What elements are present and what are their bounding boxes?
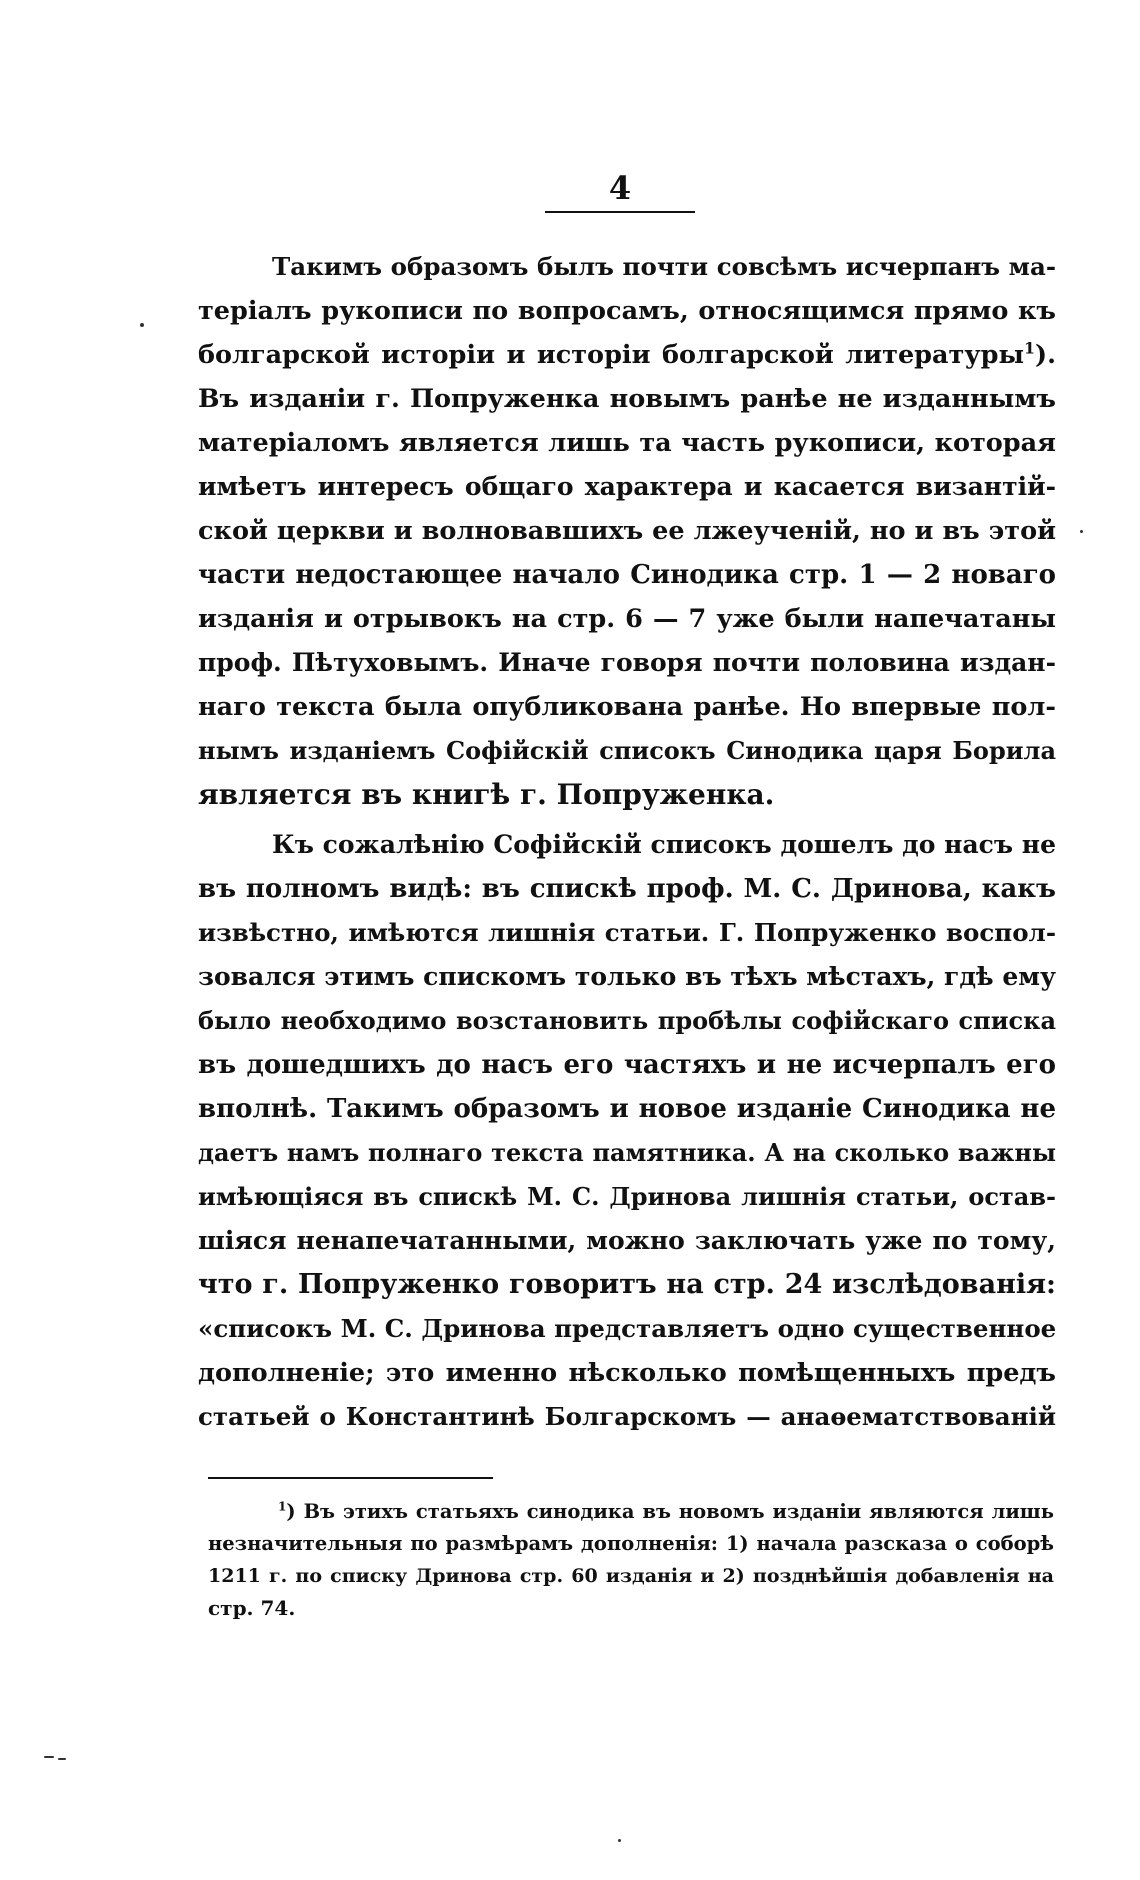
paragraph-2-line-1: Къ сожалѣнію Софійскій списокъ дошелъ до насъ не [272, 830, 1056, 859]
paragraph-2-line-6: въ дошедшихъ до насъ его частяхъ и не исчерпалъ его [198, 1050, 1056, 1080]
paragraph-1-line-12: нымъ изданіемъ Софійскій списокъ Синодика царя Борила [198, 736, 1056, 765]
paragraph-2-line-4: зовался этимъ спискомъ только въ тѣхъ мѣстахъ, гдѣ ему [198, 962, 1056, 991]
paragraph-2-line-5: было необходимо возстановить пробѣлы софійскаго списка [198, 1006, 1056, 1035]
scan-speck [58, 1758, 66, 1760]
page-number-rule [545, 211, 695, 213]
paragraph-2-line-10: шіяся ненапечатанными, можно заключать уже по тому, [198, 1226, 1056, 1255]
paragraph-2-line-12: «списокъ М. С. Дринова представляетъ одно существенное [198, 1314, 1057, 1343]
paragraph-1-line-6: имѣетъ интересъ общаго характера и касается византій- [198, 472, 1056, 501]
paragraph-2-line-9: имѣющіяся въ спискѣ М. С. Дринова лишнія статьи, остав- [198, 1182, 1056, 1211]
paragraph-1-line-4: Въ изданіи г. Попруженка новымъ ранѣе не изданнымъ [198, 384, 1056, 414]
paragraph-2-line-14: статьей о Константинѣ Болгарскомъ — анаѳематствованій [198, 1402, 1056, 1431]
paragraph-2-line-8: даетъ намъ полнаго текста памятника. А на сколько важны [198, 1138, 1056, 1167]
paragraph-1-line-9: изданія и отрывокъ на стр. 6 — 7 уже были напечатаны [198, 604, 1056, 634]
footnote-line-3: 1211 г. по списку Дринова стр. 60 изданія и 2) позднѣйшія добавленія на [208, 1565, 1054, 1587]
footnote-line-1-text: ) Въ этихъ статьяхъ синодика въ новомъ изданіи являются лишь [286, 1500, 1054, 1523]
paragraph-2-line-7: вполнѣ. Такимъ образомъ и новое изданіе Синодика не [198, 1094, 1056, 1124]
paragraph-2-line-2: въ полномъ видѣ: въ спискѣ проф. М. С. Дринова, какъ [198, 874, 1056, 904]
paragraph-1-line-8: части недостающее начало Синодика стр. 1 — 2 новаго [198, 560, 1056, 590]
paragraph-1-line-3-text: болгарской исторіи и исторіи болгарской литературы [198, 340, 1025, 370]
paragraph-1-line-5: матеріаломъ является лишь та часть рукописи, которая [198, 428, 1056, 458]
footnote-reference: 1 [1024, 338, 1036, 358]
footnote-marker: 1 [278, 1499, 287, 1514]
paragraph-1-line-1: Такимъ образомъ былъ почти совсѣмъ исчерпанъ ма- [272, 252, 1056, 281]
paragraph-1-line-2: теріалъ рукописи по вопросамъ, относящимся прямо къ [198, 296, 1056, 326]
paragraph-2-line-3: извѣстно, имѣются лишнія статьи. Г. Попруженко воспол- [198, 918, 1056, 947]
paragraph-1-line-11: наго текста была опубликована ранѣе. Но впервые пол- [198, 692, 1056, 722]
paragraph-1-line-7: ской церкви и волновавшихъ ее лжеученій, но и въ этой [198, 516, 1056, 546]
page-number: 4 [608, 169, 632, 207]
paragraph-1-line-13: является въ книгѣ г. Попруженка. [198, 778, 775, 811]
paragraph-1-line-3 [198, 333, 1056, 377]
paragraph-2-line-11: что г. Попруженко говоритъ на стр. 24 изслѣдованія: [198, 1269, 1056, 1300]
footnote-line-1 [278, 1496, 1054, 1528]
footnote-line-2: незначительныя по размѣрамъ дополненія: 1) начала разсказа о соборѣ [208, 1532, 1054, 1555]
scan-speck [618, 1839, 621, 1842]
paragraph-2-line-13: дополненіе; это именно нѣсколько помѣщенныхъ предъ [198, 1358, 1056, 1388]
footnote-line-4: стр. 74. [208, 1596, 296, 1620]
footnote-rule [208, 1477, 493, 1479]
paragraph-1-line-10: проф. Пѣтуховымъ. Иначе говоря почти половина издан- [198, 648, 1056, 677]
scan-speck [140, 323, 144, 327]
scan-speck [44, 1756, 54, 1758]
scan-speck [1080, 530, 1083, 533]
footnote-reference-suffix: ). [1035, 340, 1056, 370]
